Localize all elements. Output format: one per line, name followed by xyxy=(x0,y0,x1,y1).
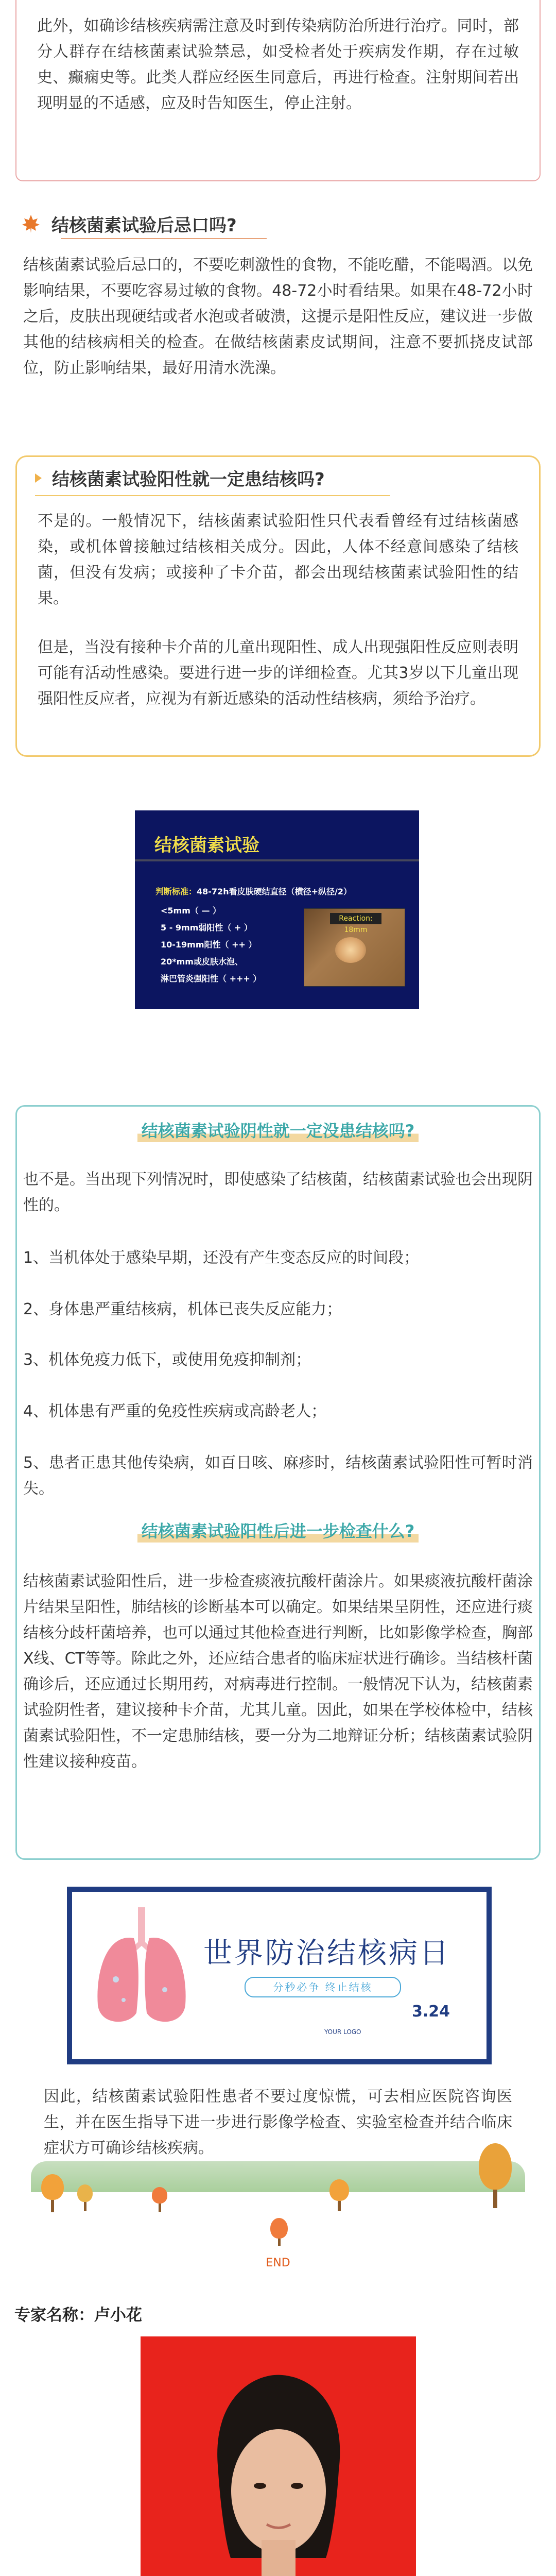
positive-heading xyxy=(35,465,325,490)
lungs-icon xyxy=(93,1902,190,2031)
negative-question xyxy=(0,1120,556,1142)
precaution-section xyxy=(0,0,556,187)
end-tree-icon xyxy=(270,2218,288,2246)
slide-title: 结核菌素试验 xyxy=(154,835,259,856)
reason-item: 5、患者正患其他传染病，如百日咳、麻疹时，结核菌素试验阳性可暂时消失。 xyxy=(23,1454,533,1498)
slide-section xyxy=(0,810,556,1009)
world-tb-day-banner xyxy=(67,1887,492,2064)
slide-criteria-item: 20*mm或皮肤水泡、 xyxy=(161,957,243,967)
divider xyxy=(35,495,390,496)
divider xyxy=(61,238,267,239)
tree-icon xyxy=(77,2184,93,2211)
conclusion-text: 因此，结核菌素试验阳性患者不要过度惊慌，可去相应医院咨询医生，并在医生指导下进一步进行影像学检查、实验室检查并结合临床症状方可确诊结核疾病。 xyxy=(44,2088,512,2157)
grass-decoration xyxy=(31,2161,525,2192)
diet-section xyxy=(0,201,556,448)
followup-question-text: 结核菌素试验阳性后进一步检查什么? xyxy=(137,1520,419,1543)
tuberculin-slide-image xyxy=(135,810,419,1009)
negative-question-text: 结核菌素试验阴性就一定没患结核吗? xyxy=(137,1120,419,1142)
triangle-icon xyxy=(35,473,42,483)
positive-title: 结核菌素试验阳性就一定患结核吗? xyxy=(52,469,325,490)
positive-section xyxy=(0,455,556,759)
tree-icon xyxy=(41,2174,64,2212)
banner-title: 世界防治结核病日 xyxy=(203,1937,450,1970)
positive-box xyxy=(15,455,541,757)
expert-name-line xyxy=(14,2302,142,2325)
precaution-text: 此外，如确诊结核疾病需注意及时到传染病防治所进行治疗。同时，部分人群存在结核菌素试验禁忌，如受检者处于疾病发作期，存在过敏史、癫痫史等。此类人群应经医生同意后，再进行检查。注射期间若出现明显的不适感，应及时告知医生，停止注射。 xyxy=(37,17,519,112)
slide-criteria-item: 10-19mm阳性（ ++ ） xyxy=(161,940,257,950)
followup-question xyxy=(0,1520,556,1543)
banner-section xyxy=(0,1887,556,2064)
banner-logo: YOUR LOGO xyxy=(324,2028,361,2036)
followup-answer: 结核菌素试验阳性后，进一步检查痰液抗酸杆菌涂片。如果痰液抗酸杆菌涂片结果呈阳性，肺结核的诊断基本可以确定。如果结果呈阴性，还应进行痰结核分歧杆菌培养，也可以通过其他检查进行判断，比如影像学检查，胸部X线、CT等等。除此之外，还应结合患者的临床症状进行确诊。当结核杆菌确诊后，还应通过长期用药，对病毒进行控制。一般情况下认为，结核菌素试验阴性者，建议接种卡介苗，尤其儿童。因此，如果在学校体检中，结核菌素试验阳性，不一定患肺结核，要一分为二地辩证分析；结核菌素试验阴性建议接种疫苗。 xyxy=(23,1572,533,1771)
diet-text: 结核菌素试验后忌口的，不要吃刺激性的食物，不能吃醋，不能喝酒。以免影响结果，不要吃容易过敏的食物。48-72小时看结果。如果在48-72小时之后，皮肤出现硬结或者水泡或者破溃，这提示是阳性反应，建议进一步做其他的结核病相关的检查。在做结核菌素皮试期间，注意不要抓挠皮试部位，防止影响结果，最好用清水洗澡。 xyxy=(23,256,533,377)
photo-caption: Reaction: 18mm xyxy=(330,913,381,924)
expert-name: 卢小花 xyxy=(94,2306,142,2325)
reason-item: 4、机体患有严重的免疫性疾病或高龄老人； xyxy=(23,1402,327,1420)
induration-spot xyxy=(335,937,366,963)
tree-icon xyxy=(479,2143,512,2208)
slide-standard xyxy=(155,885,352,897)
slide-criteria-list xyxy=(161,902,261,987)
slide-criteria-item: 5 - 9mm弱阳性（ + ） xyxy=(161,923,252,933)
slide-criteria-item: 淋巴管炎强阳性（ +++ ） xyxy=(161,974,262,984)
tree-icon xyxy=(152,2187,167,2212)
slide-standard-text: 48-72h看皮肤硬结直径（横径+纵径/2） xyxy=(197,887,352,896)
diet-heading xyxy=(21,208,237,239)
maple-leaf-icon xyxy=(21,213,41,234)
slide-standard-label: 判断标准： xyxy=(155,887,197,896)
diet-title: 结核菌素试验后忌口吗? xyxy=(51,215,237,236)
slide-criteria-item: <5mm（ — ） xyxy=(161,906,221,916)
reason-item: 3、机体免疫力低下，或使用免疫抑制剂； xyxy=(23,1351,311,1369)
negative-answer: 也不是。当出现下列情况时，即使感染了结核菌，结核菌素试验也会出现阴性的。 xyxy=(23,1171,533,1214)
skin-reaction-photo xyxy=(304,908,405,987)
conclusion-section xyxy=(0,2081,556,2282)
positive-paragraph-2: 但是，当没有接种卡介苗的儿童出现阳性、成人出现强阳性反应则表明可能有活动性感染。要进行进一步的详细检查。尤其3岁以下儿童出现强阳性反应者，应视为有新近感染的活动性结核病，须给予治疗。 xyxy=(38,638,518,708)
positive-paragraph-1: 不是的。一般情况下，结核菌素试验阳性只代表看曾经有过结核菌感染，或机体曾接触过结核相关成分。因此，人体不经意间感染了结核菌，但没有发病；或接种了卡介苗，都会出现结核菌素试验阳性的结果。 xyxy=(38,512,518,607)
expert-section xyxy=(0,2298,556,2576)
divider xyxy=(135,859,419,861)
reason-item: 2、身体患严重结核病，机体已丧失反应能力； xyxy=(23,1300,342,1318)
banner-subtitle: 分秒必争 终止结核 xyxy=(245,1977,401,1997)
banner-inner xyxy=(72,1892,486,2059)
precaution-box xyxy=(15,0,541,181)
reason-item: 1、当机体处于感染早期，还没有产生变态反应的时间段； xyxy=(23,1249,420,1267)
banner-date: 3.24 xyxy=(412,2003,450,2021)
expert-portrait xyxy=(141,2336,416,2576)
tree-icon xyxy=(329,2179,349,2211)
portrait-figure xyxy=(141,2336,416,2576)
end-label: END xyxy=(266,2257,290,2269)
expert-name-label: 专家名称： xyxy=(14,2306,94,2325)
negative-section xyxy=(0,1105,556,1860)
